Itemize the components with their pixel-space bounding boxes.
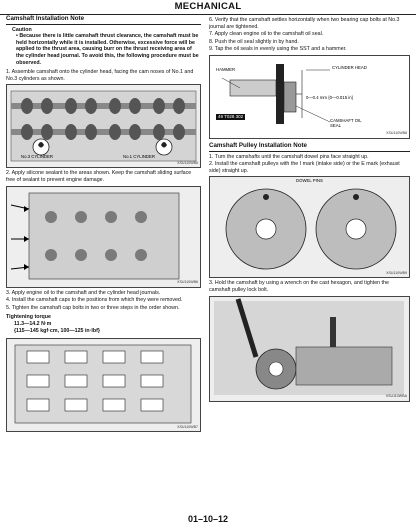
right-column	[209, 16, 410, 404]
figure-code: XSU110WB9	[386, 270, 407, 275]
seal-depth-label: 0—0.4 mm {0—0.015 in}	[306, 94, 354, 100]
torque-heading: Tightening torque	[6, 314, 51, 321]
camshaft-figure	[6, 84, 201, 168]
oil-seal-figure	[209, 55, 410, 139]
caution-body: • Because there is little camshaft thrust clearance, the camshaft must be held horizontally while it is installed. Otherwise, excessive force will be applied to the thrust area, causing burr on the thrust receiving area of the cylinder head journal. To avoid this, the following procedure must be observed.	[16, 33, 199, 66]
page-number: 01–10–12	[187, 514, 229, 524]
pulley-step-2: 2. Install the camshaft pulleys with the I mark (intake side) or the E mark (exhaust side) straight up.	[209, 161, 400, 174]
tightening-order-figure	[6, 338, 201, 432]
hammer-label: HAMMER	[216, 66, 236, 72]
step-8: 8. Push the oil seal slightly in by hand.	[209, 38, 299, 45]
pulley-installation-title: Camshaft Pulley Installation Note	[209, 143, 410, 152]
caution-heading: Caution	[12, 26, 32, 33]
sealant-illustration	[7, 187, 200, 287]
step-5: 5. Tighten the camshaft cap bolts in two or three steps in the order shown.	[6, 304, 180, 311]
step-3: 3. Apply engine oil to the camshaft and the cylinder head journals.	[6, 289, 161, 296]
sst-tag: 49 T028 302	[218, 113, 244, 119]
torque-value: 11.3—14.2 N·m	[14, 320, 52, 327]
step-6: 6. Verify that the camshaft settles horizontally when two bearing cap bolts at No.3 journal are tightened.	[209, 17, 400, 30]
no1-cylinder-label: No.1 CYLINDER	[123, 154, 155, 160]
step-2: 2. Apply silicone sealant to the areas shown. Keep the camshaft sliding surface free of sealant to prevent engine damage.	[6, 170, 192, 183]
step-1: 1. Assemble camshaft onto the cylinder head, facing the cam noses of No.1 and No.3 cylinders as shown.	[6, 69, 194, 82]
pulley-figure	[209, 176, 410, 278]
cylinder-head-label: CYLINDER HEAD	[332, 64, 367, 70]
sealant-figure	[6, 186, 201, 288]
torque-alt-units: {115—145 kgf·cm, 100—125 in·lbf}	[14, 327, 100, 334]
figure-code: XSU110WB8	[386, 131, 407, 136]
camshaft-installation-title: Camshaft Installation Note	[6, 16, 201, 25]
tightening-order-illustration	[7, 339, 200, 431]
pulley-step-3: 3. Hold the camshaft by using a wrench on the cast hexagon, and tighten the camshaft pulley lock bolt.	[209, 280, 389, 293]
figure-code: XSU110WBA	[385, 393, 407, 398]
oil-seal-label: CAMSHAFT OIL SEAL	[330, 117, 362, 128]
left-column	[6, 16, 201, 434]
figure-code: XSU110WB7	[177, 424, 198, 429]
no3-cylinder-label: No.3 CYLINDER	[21, 154, 53, 160]
pulley-step-1: 1. Turn the camshafts until the camshaft dowel pins face straight up.	[209, 153, 369, 160]
step-7: 7. Apply clean engine oil to the camshaft oil seal.	[209, 31, 324, 38]
figure-code: XSU110WB5	[177, 160, 198, 165]
page-header: MECHANICAL	[0, 0, 416, 15]
pulley-illustration	[210, 177, 409, 277]
dowel-pins-label: DOWEL PINS	[296, 178, 323, 184]
figure-code: XSU110WB6	[177, 279, 198, 284]
lock-bolt-figure	[209, 296, 410, 402]
lock-bolt-illustration	[210, 297, 409, 401]
step-9: 9. Tap the oil seals in evenly using the SST and a hammer.	[209, 46, 347, 53]
step-4: 4. Install the camshaft caps to the positions from which they were removed.	[6, 297, 183, 304]
